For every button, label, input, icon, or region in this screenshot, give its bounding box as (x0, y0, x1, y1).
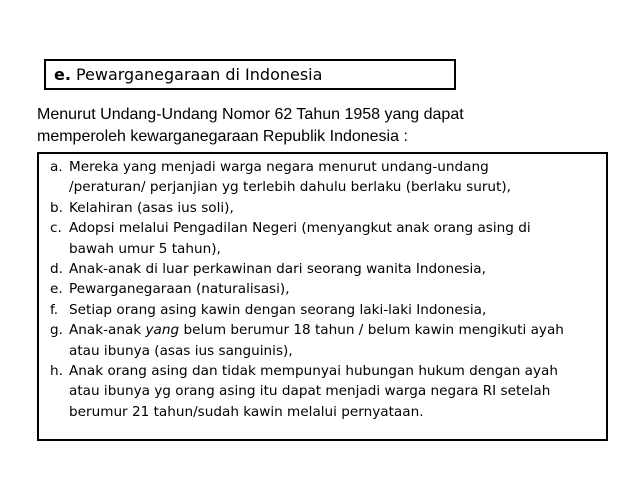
list-item-text (69, 320, 600, 340)
list-item-e (50, 279, 600, 299)
list-item-text: Anak orang asing dan tidak mempunyai hubungan hukum dengan ayah (69, 363, 559, 380)
list-item-text: Mereka yang menjadi warga negara menurut undang-undang (69, 159, 489, 175)
list-marker: g. (50, 322, 63, 339)
list-item-h (50, 361, 600, 422)
list-marker: f. (50, 301, 59, 318)
list-item-text-part: Anak-anak (69, 322, 146, 339)
list-marker: d. (50, 261, 63, 278)
list-item-text: Kelahiran (asas ius soli), (69, 199, 234, 216)
intro-paragraph (37, 104, 617, 148)
intro-line: Menurut Undang-Undang Nomor 62 Tahun 1958 yang dapat (37, 106, 464, 123)
list-item-d (50, 259, 600, 279)
list-item-text: atau ibunya (asas ius sanguinis), (69, 342, 293, 359)
list-marker: c. (50, 220, 62, 237)
list-item-text: Pewarganegaraan (naturalisasi), (69, 281, 290, 298)
list-item-italic-word: yang (145, 322, 180, 339)
list-item-g (50, 320, 600, 361)
list-item-text-part: belum berumur 18 tahun / belum kawin mengikuti ayah (179, 322, 564, 339)
list-item-b (50, 198, 600, 218)
list-marker: h. (50, 363, 63, 380)
citizenship-list (37, 152, 608, 441)
section-title-prefix: e. (54, 65, 71, 84)
list-item-a (50, 157, 600, 198)
section-title: Pewarganegaraan di Indonesia (75, 65, 323, 84)
list-item-c (50, 218, 600, 259)
list-item-text: atau ibunya yg orang asing itu dapat menjadi warga negara RI setelah (69, 383, 551, 400)
list-marker: e. (50, 281, 63, 298)
list-marker: b. (50, 199, 63, 216)
list-item-text: /peraturan/ perjanjian yg terlebih dahulu berlaku (berlaku surut), (69, 179, 511, 196)
list-marker: a. (50, 159, 63, 175)
intro-line: memperoleh kewarganegaraan Republik Indonesia : (37, 128, 408, 145)
list-item-text: Anak-anak di luar perkawinan dari seorang wanita Indonesia, (69, 261, 486, 278)
list-item-text: Adopsi melalui Pengadilan Negeri (menyangkut anak orang asing di (69, 220, 531, 237)
list-item-text: bawah umur 5 tahun), (69, 240, 221, 257)
list-item-text: berumur 21 tahun/sudah kawin melalui pernyataan. (69, 403, 424, 420)
list-item-f (50, 300, 600, 320)
list-item-text: Setiap orang asing kawin dengan seorang laki-laki Indonesia, (69, 301, 487, 318)
section-title-box (44, 59, 456, 90)
